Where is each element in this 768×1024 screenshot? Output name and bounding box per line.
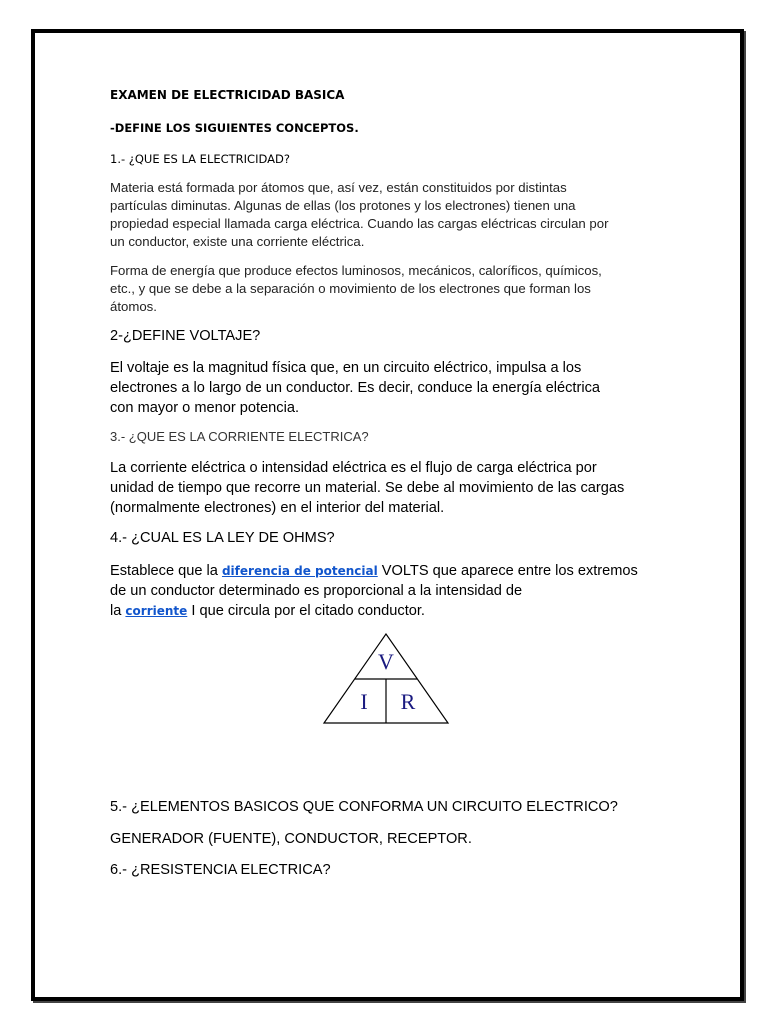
question-2: 2-¿DEFINE VOLTAJE? (110, 328, 261, 344)
triangle-label-v: V (378, 649, 394, 674)
answer-3-line: unidad de tiempo que recorre un material. Se debe al movimiento de las cargas (110, 480, 625, 496)
answer-1b-line: Forma de energía que produce efectos luminosos, mecánicos, caloríficos, químicos, (110, 263, 602, 278)
answer-3-line: (normalmente electrones) en el interior del material. (110, 500, 445, 516)
answer-1-line: propiedad especial llamada carga eléctrica. Cuando las cargas eléctricas circulan por (110, 216, 609, 231)
answer-3-line: La corriente eléctrica o intensidad eléctrica es el flujo de carga eléctrica por (110, 460, 597, 476)
question-5: 5.- ¿ELEMENTOS BASICOS QUE CONFORMA UN CIRCUITO ELECTRICO? (110, 799, 618, 815)
triangle-label-r: R (400, 689, 416, 714)
answer-4-line (110, 601, 425, 621)
answer-4-line (110, 561, 638, 581)
answer-2-line: con mayor o menor potencia. (110, 400, 300, 416)
answer-1-line: Materia está formada por átomos que, así vez, están constituidos por distintas (110, 180, 567, 195)
question-4: 4.- ¿CUAL ES LA LEY DE OHMS? (110, 530, 335, 546)
link-diferencia-de-potencial[interactable]: diferencia de potencial (221, 564, 378, 578)
text-run: VOLTS que aparece entre los extremos (377, 563, 638, 579)
link-corriente[interactable]: corriente (125, 604, 188, 618)
exam-title: EXAMEN DE ELECTRICIDAD BASICA (110, 88, 345, 102)
question-3: 3.- ¿QUE ES LA CORRIENTE ELECTRICA? (110, 429, 369, 444)
text-run: Establece que la (110, 563, 222, 579)
question-1: 1.- ¿QUE ES LA ELECTRICIDAD? (110, 152, 290, 166)
answer-2-line: El voltaje es la magnitud física que, en un circuito eléctrico, impulsa a los (110, 360, 582, 376)
ohms-law-triangle (322, 631, 452, 727)
triangle-label-i: I (360, 689, 368, 714)
answer-1-line: un conductor, existe una corriente eléctrica. (110, 234, 365, 249)
answer-1b-line: átomos. (110, 299, 157, 314)
instructions: -DEFINE LOS SIGUIENTES CONCEPTOS. (110, 121, 359, 135)
answer-1-line: partículas diminutas. Algunas de ellas (los protones y los electrones) tienen una (110, 198, 576, 213)
answer-4-line: de un conductor determinado es proporcional a la intensidad de (110, 583, 523, 599)
text-run: la (110, 603, 126, 619)
answer-5: GENERADOR (FUENTE), CONDUCTOR, RECEPTOR. (110, 831, 472, 847)
answer-1b-line: etc., y que se debe a la separación o movimiento de los electrones que forman los (110, 281, 591, 296)
answer-2-line: electrones a lo largo de un conductor. Es decir, conduce la energía eléctrica (110, 380, 601, 396)
text-run: I que circula por el citado conductor. (187, 603, 425, 619)
question-6: 6.- ¿RESISTENCIA ELECTRICA? (110, 862, 331, 878)
